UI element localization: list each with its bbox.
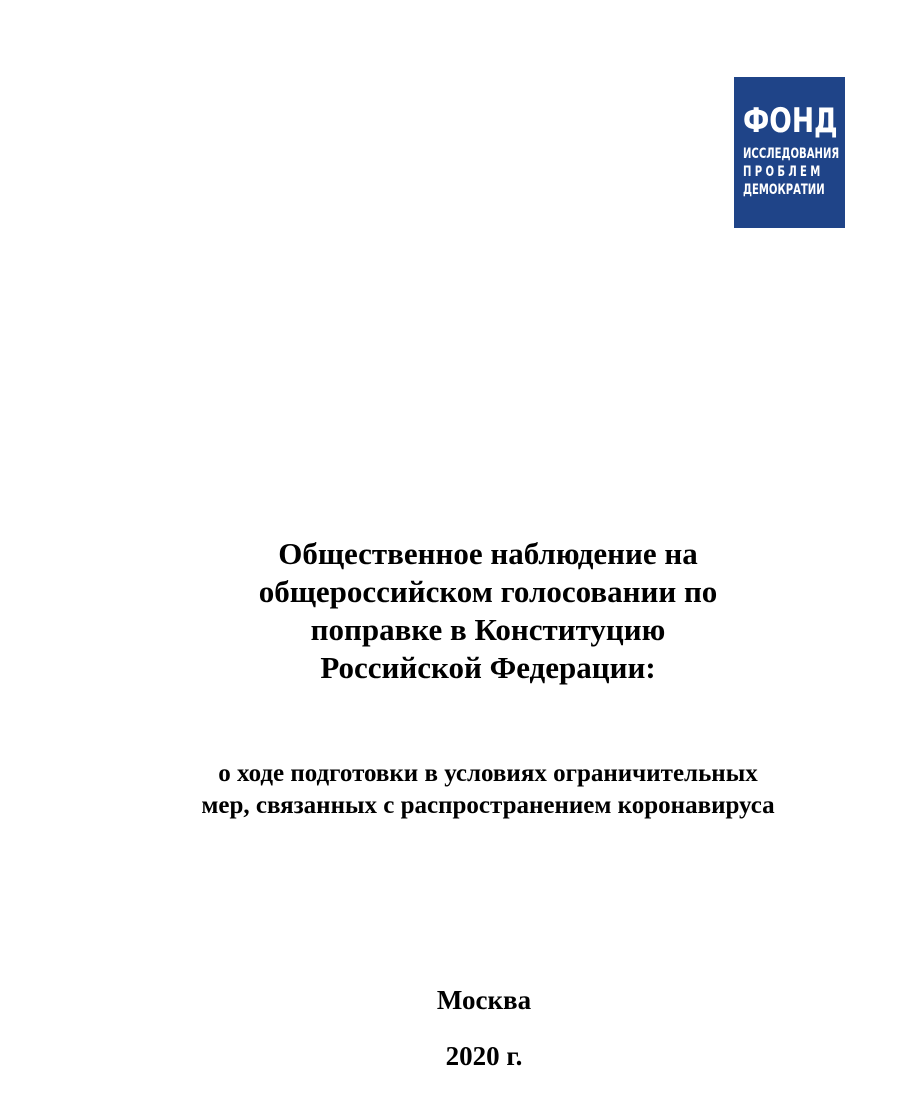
document-subtitle bbox=[100, 758, 876, 822]
subtitle-line: мер, связанных с распространением коронавируса bbox=[201, 792, 775, 819]
title-line: Российской Федерации: bbox=[320, 650, 656, 685]
document-title bbox=[120, 535, 856, 687]
organization-logo bbox=[734, 77, 845, 228]
title-line: общероссийском голосовании по bbox=[258, 574, 718, 609]
logo-line-2: ПРОБЛЕМ bbox=[743, 164, 824, 180]
title-line: поправке в Конституцию bbox=[310, 612, 666, 647]
logo-line-3: ДЕМОКРАТИИ bbox=[743, 182, 825, 198]
logo-line-1: ИССЛЕДОВАНИЯ bbox=[743, 146, 840, 162]
subtitle-line: о ходе подготовки в условиях ограничительных bbox=[218, 760, 758, 787]
publication-city: Москва bbox=[436, 985, 532, 1015]
publication-year: 2020 г. bbox=[445, 1041, 523, 1071]
title-line: Общественное наблюдение на bbox=[278, 536, 698, 571]
logo-title: ФОНД bbox=[743, 101, 838, 141]
